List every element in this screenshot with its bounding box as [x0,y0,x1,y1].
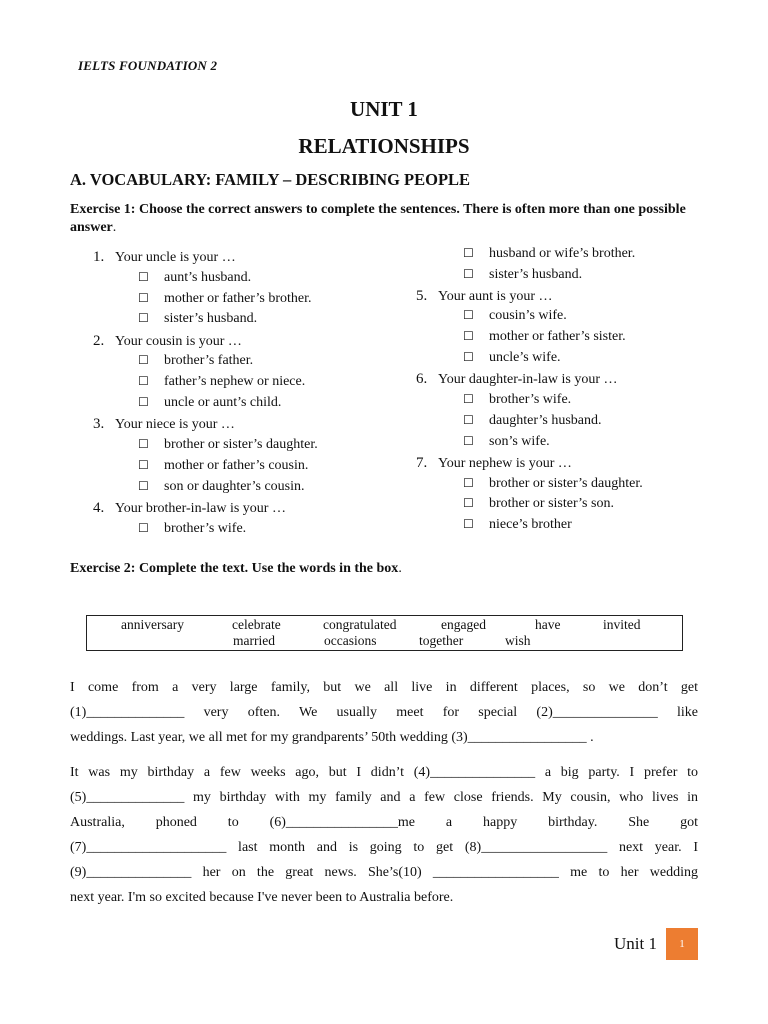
checkbox-icon[interactable]: ☐ [463,433,474,448]
question-text: Your daughter-in-law is your … [438,372,618,388]
exercise2-text: : Complete the text. Use the words in the box [130,561,399,576]
option-text: father’s nephew or niece. [164,374,306,390]
paragraph-line: It was my birthday a few weeks ago, but I didn’t (4)_______________ a big party. I prefer to [70,765,698,780]
exercise1-instruction [70,201,700,237]
option-text: cousin’s wife. [489,308,567,324]
option-text: niece’s brother [489,517,572,533]
word: invited [603,617,641,632]
option-text: husband or wife’s brother. [489,246,636,261]
answer-option [463,517,572,533]
paragraph-line: (1)______________ very often. We usually meet for special (2)_______________ like [70,705,698,720]
question-text: Your cousin is your … [115,333,242,349]
word: anniversary [121,617,184,632]
paragraph-line: (5)______________ my birthday with my family and a few close friends. My cousin, who lives in [70,790,698,805]
checkbox-icon[interactable]: ☐ [138,437,149,451]
checkbox-icon[interactable]: ☐ [138,520,149,535]
question-number: 2. [93,332,105,349]
answer-option [463,392,571,408]
question-5 [416,288,552,305]
answer-option [463,350,561,366]
exercise2-instruction [70,561,402,577]
option-text: sister’s husband. [164,311,258,327]
checkbox-icon[interactable]: ☐ [138,311,149,326]
option-text: sister’s husband. [489,266,583,282]
checkbox-icon[interactable]: ☐ [463,412,474,427]
checkbox-icon[interactable]: ☐ [463,308,474,323]
checkbox-icon[interactable]: ☐ [463,392,474,406]
section-heading: A. VOCABULARY: FAMILY – DESCRIBING PEOPLE [70,170,471,189]
exercise1-label: Exercise 1: [70,202,136,217]
option-text: son’s wife. [489,433,550,449]
option-text: aunt’s husband. [164,269,252,285]
word: engaged [441,617,486,632]
question-number: 6. [416,371,428,388]
question-text: Your uncle is your … [115,250,236,265]
word-box [86,615,683,651]
checkbox-icon[interactable]: ☐ [463,475,474,490]
answer-option [138,374,305,390]
question-text: Your niece is your … [115,417,235,433]
checkbox-icon[interactable]: ☐ [463,350,474,364]
question-number: 1. [93,249,105,265]
option-text: uncle or aunt’s child. [164,395,282,410]
word: celebrate [232,617,281,632]
checkbox-icon[interactable]: ☐ [138,395,149,409]
exercise1-text: Choose the correct answers to complete the sentences. There is often more than one possible answer [70,202,686,235]
checkbox-icon[interactable]: ☐ [138,478,149,493]
checkbox-icon[interactable]: ☐ [463,496,474,511]
option-text: brother’s wife. [489,392,572,407]
exercise2-end: . [398,561,402,576]
paragraph-line: next year. I'm so excited because I've never been to Australia before. [70,890,454,905]
checkbox-icon[interactable]: ☐ [463,266,474,281]
paragraph-1 [70,675,698,750]
answer-option [463,476,643,492]
paragraph-line: I come from a very large family, but we all live in different places, so we don’t get [70,680,698,695]
running-header: IELTS FOUNDATION 2 [78,58,218,73]
option-text: mother or father’s cousin. [164,457,309,473]
checkbox-icon[interactable]: ☐ [138,374,149,389]
checkbox-icon[interactable]: ☐ [138,269,149,284]
question-text: Your brother-in-law is your … [115,500,286,516]
question-7 [416,455,572,472]
question-6 [416,371,618,388]
checkbox-icon[interactable]: ☐ [463,246,474,260]
word: congratulated [323,617,397,632]
answer-option [138,270,251,286]
question-number: 7. [416,454,428,471]
checkbox-icon[interactable]: ☐ [463,517,474,532]
answer-option [138,395,281,411]
word: together [419,633,464,648]
checkbox-icon[interactable]: ☐ [138,457,149,472]
option-text: brother or sister’s daughter. [164,437,318,452]
option-text: mother or father’s brother. [164,290,312,306]
answer-option [138,353,253,369]
answer-option [463,434,550,450]
option-text: uncle’s wife. [489,350,561,365]
word: occasions [324,633,377,648]
checkbox-icon[interactable]: ☐ [138,353,149,368]
option-text: mother or father’s sister. [489,329,626,345]
answer-option [138,291,311,307]
page-title: RELATIONSHIPS [298,134,470,158]
option-text: brother or sister’s son. [489,496,614,512]
question-number: 3. [93,416,105,433]
word: have [535,617,561,632]
answer-option [138,437,318,453]
answer-option [463,329,626,345]
question-3 [93,416,235,433]
paragraph-2 [70,760,698,910]
answer-option [138,521,246,537]
option-text: brother’s father. [164,353,254,369]
answer-option [138,458,308,474]
paragraph-line: weddings. Last year, we all met for my grandparents’ 50th wedding (3)_________________ . [70,730,594,745]
answer-option [138,311,257,327]
paragraph-line: Australia, phoned to (6)________________me a happy birthday. She got [70,815,698,830]
word: wish [505,633,531,648]
answer-option [463,267,582,283]
question-number: 5. [416,287,428,304]
answer-option [463,246,635,262]
answer-option [138,479,305,495]
question-number: 4. [93,499,105,516]
checkbox-icon[interactable]: ☐ [138,290,149,305]
answer-option [463,308,567,324]
word: married [233,633,275,648]
answer-option [463,413,602,429]
option-text: brother or sister’s daughter. [489,475,643,491]
answer-option [463,496,614,512]
checkbox-icon[interactable]: ☐ [463,329,474,344]
question-text: Your aunt is your … [438,288,553,304]
question-text: Your nephew is your … [438,455,572,471]
exercise2-label: Exercise 2 [70,561,131,576]
page-number: 1 [666,928,698,960]
question-1 [93,249,236,266]
question-2 [93,333,242,350]
option-text: brother’s wife. [164,520,247,536]
unit-heading: UNIT 1 [350,97,418,121]
option-text: daughter’s husband. [489,412,602,428]
paragraph-line: (9)_______________ her on the great news. She’s(10) __________________ me to her wedding [70,865,698,880]
paragraph-line: (7)____________________ last month and is going to get (8)__________________ next year. I [70,840,698,855]
option-text: son or daughter’s cousin. [164,478,305,494]
footer-unit-label: Unit 1 [614,934,657,953]
exercise1-end: . [112,220,117,235]
question-4 [93,500,286,517]
